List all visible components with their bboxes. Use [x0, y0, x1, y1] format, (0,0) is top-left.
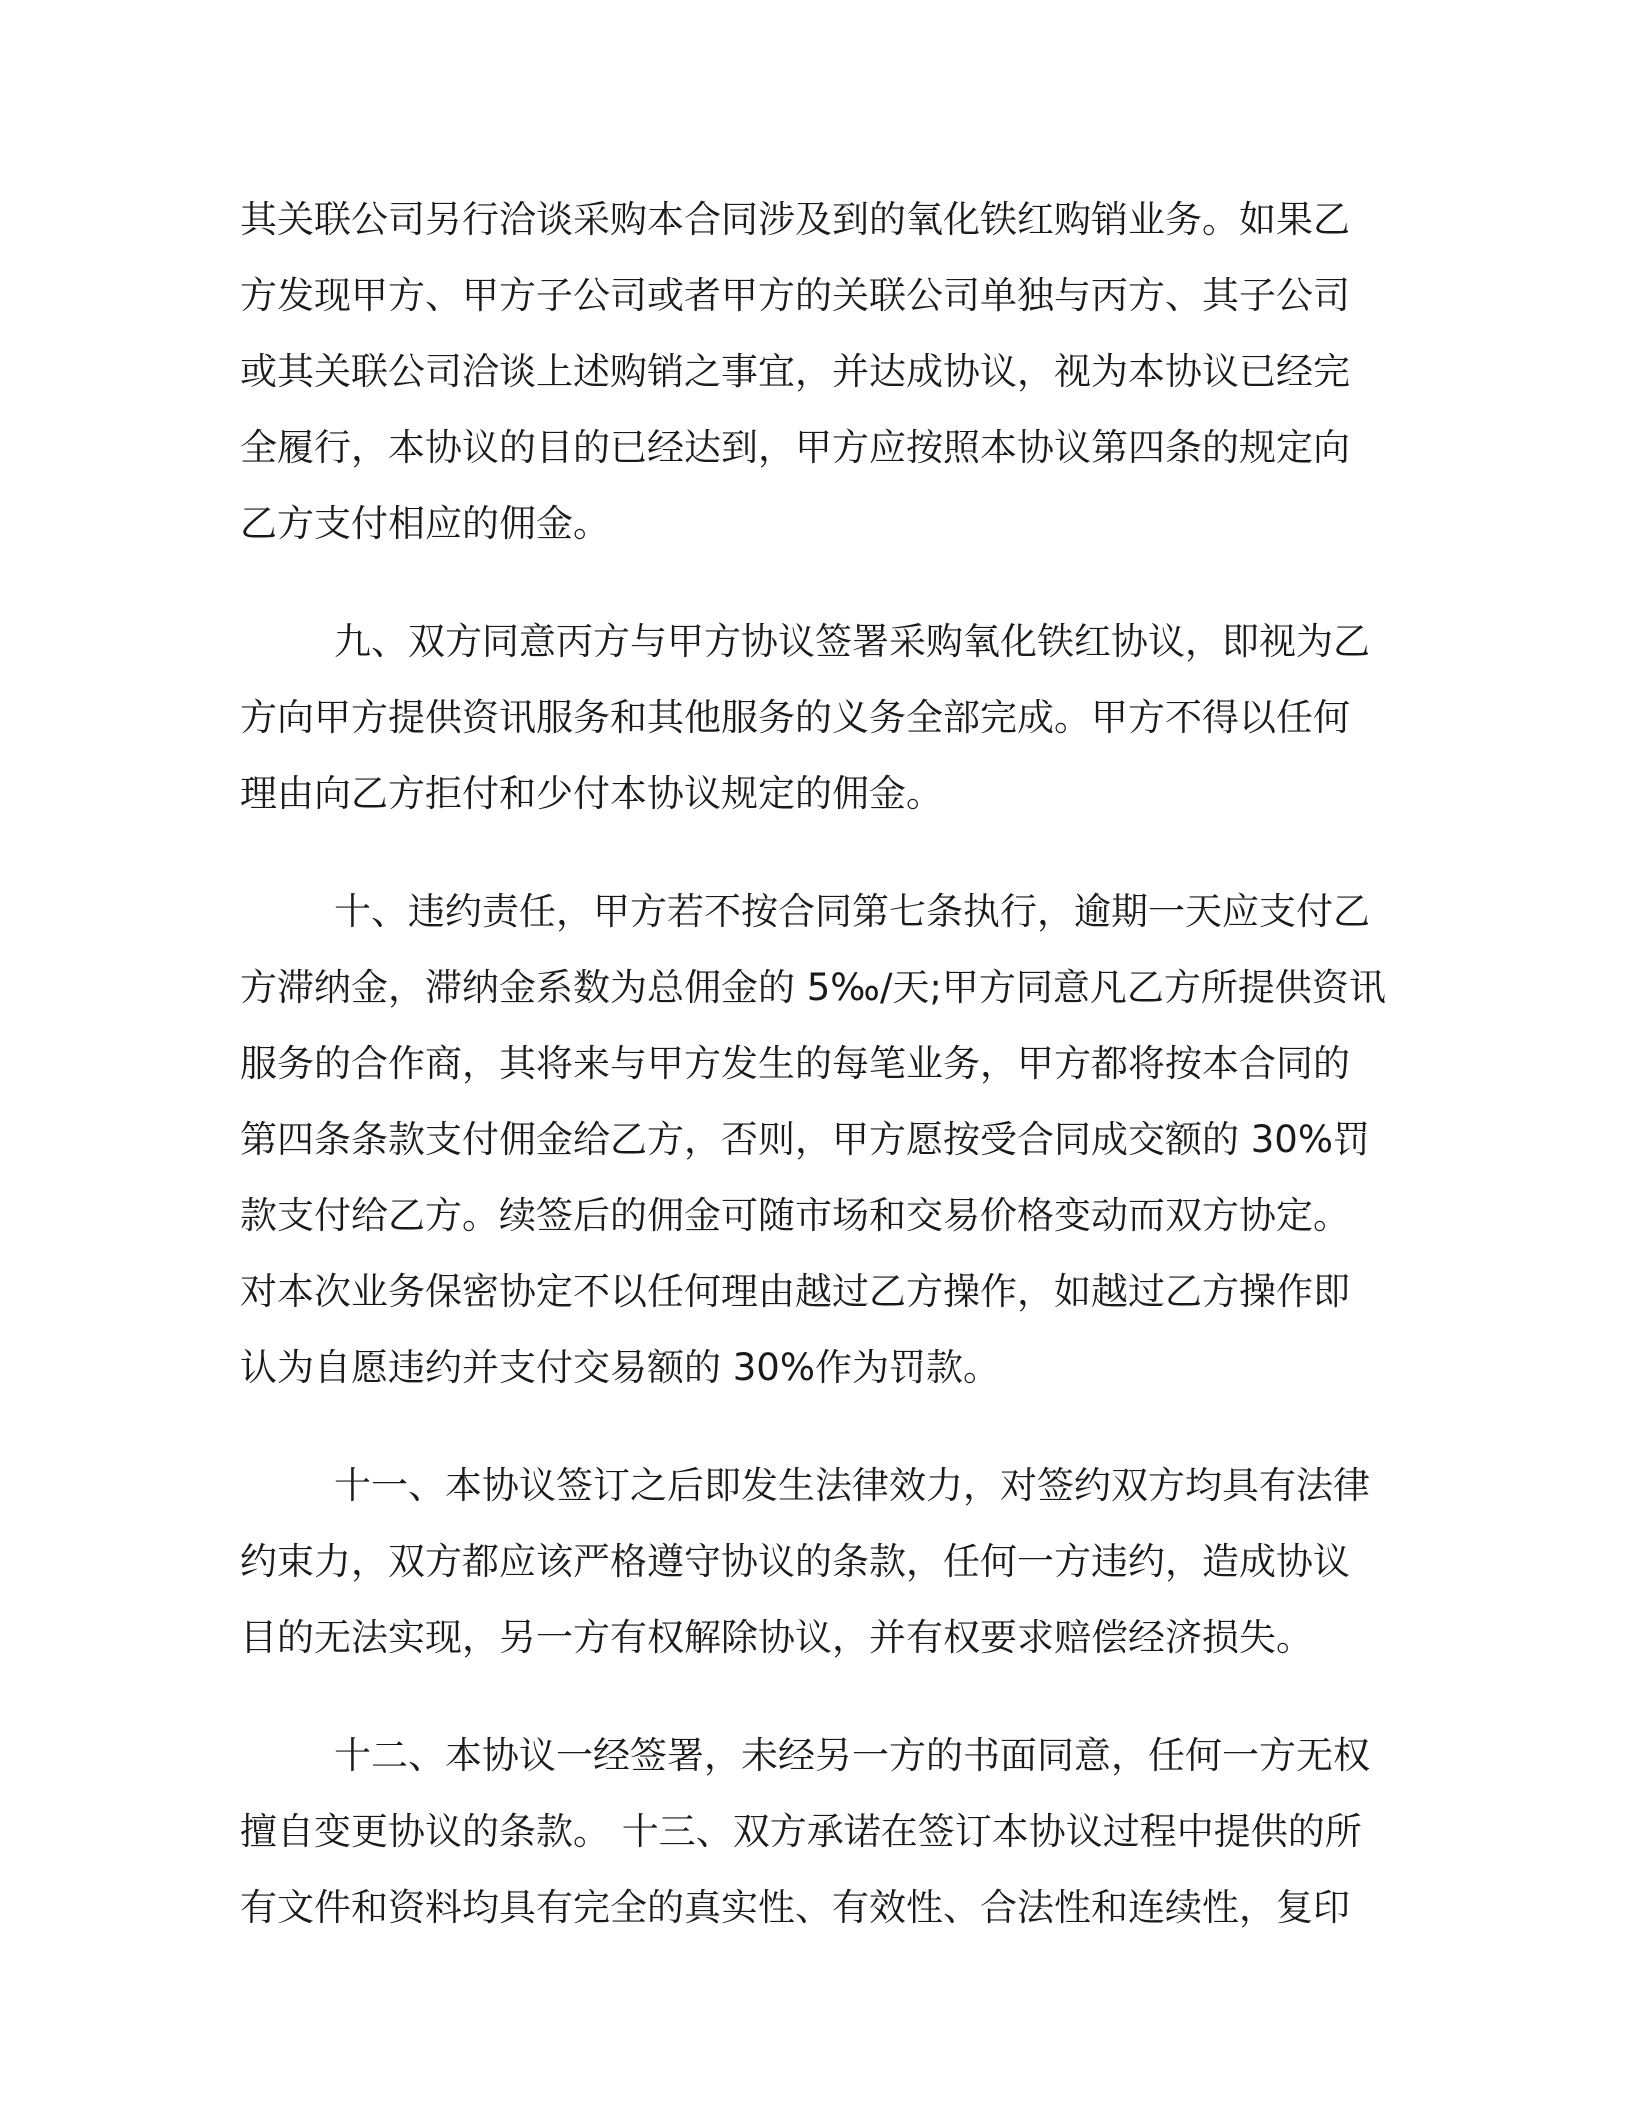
- text-line: 约束力，双方都应该严格遵守协议的条款，任何一方违约，造成协议: [240, 1540, 1350, 1583]
- paragraph-continuation: [240, 182, 1380, 562]
- text-line: 认为自愿违约并支付交易额的 30%作为罚款。: [240, 1346, 1000, 1389]
- text-line: 九、双方同意丙方与甲方协议签署采购氧化铁红协议，即视为乙: [334, 620, 1370, 663]
- text-line: 第四条条款支付佣金给乙方，否则，甲方愿按受合同成交额的 30%罚: [240, 1118, 1370, 1161]
- text-line: 十、违约责任，甲方若不按合同第七条执行，逾期一天应支付乙: [334, 890, 1370, 933]
- text-line: 其关联公司另行洽谈采购本合同涉及到的氧化铁红购销业务。如果乙: [240, 198, 1350, 241]
- paragraph-clause-11: [240, 1448, 1380, 1676]
- text-line: 有文件和资料均具有完全的真实性、有效性、合法性和连续性，复印: [240, 1886, 1350, 1929]
- text-line: 十一、本协议签订之后即发生法律效力，对签约双方均具有法律: [334, 1464, 1370, 1507]
- text-line: 服务的合作商，其将来与甲方发生的每笔业务，甲方都将按本合同的: [240, 1042, 1350, 1085]
- text-line: 十二、本协议一经签署，未经另一方的书面同意，任何一方无权: [334, 1734, 1370, 1777]
- paragraph-clause-12: [240, 1718, 1380, 1946]
- text-line: 对本次业务保密协定不以任何理由越过乙方操作，如越过乙方操作即: [240, 1270, 1350, 1313]
- paragraph-clause-10: [240, 874, 1386, 1406]
- text-line: 方滞纳金，滞纳金系数为总佣金的 5‰/天;甲方同意凡乙方所提供资讯: [240, 966, 1386, 1009]
- text-line: 乙方支付相应的佣金。: [240, 502, 610, 545]
- text-line: 擅自变更协议的条款。 十三、双方承诺在签订本协议过程中提供的所: [240, 1810, 1362, 1853]
- text-line: 全履行，本协议的目的已经达到，甲方应按照本协议第四条的规定向: [240, 426, 1350, 469]
- document-body: [240, 182, 1386, 1988]
- text-line: 方向甲方提供资讯服务和其他服务的义务全部完成。甲方不得以任何: [240, 696, 1350, 739]
- paragraph-clause-9: [240, 604, 1380, 832]
- text-line: 方发现甲方、甲方子公司或者甲方的关联公司单独与丙方、其子公司: [240, 274, 1350, 317]
- text-line: 目的无法实现，另一方有权解除协议，并有权要求赔偿经济损失。: [240, 1616, 1313, 1659]
- text-line: 或其关联公司洽谈上述购销之事宜，并达成协议，视为本协议已经完: [240, 350, 1350, 393]
- text-line: 款支付给乙方。续签后的佣金可随市场和交易价格变动而双方协定。: [240, 1194, 1350, 1237]
- text-line: 理由向乙方拒付和少付本协议规定的佣金。: [240, 772, 943, 815]
